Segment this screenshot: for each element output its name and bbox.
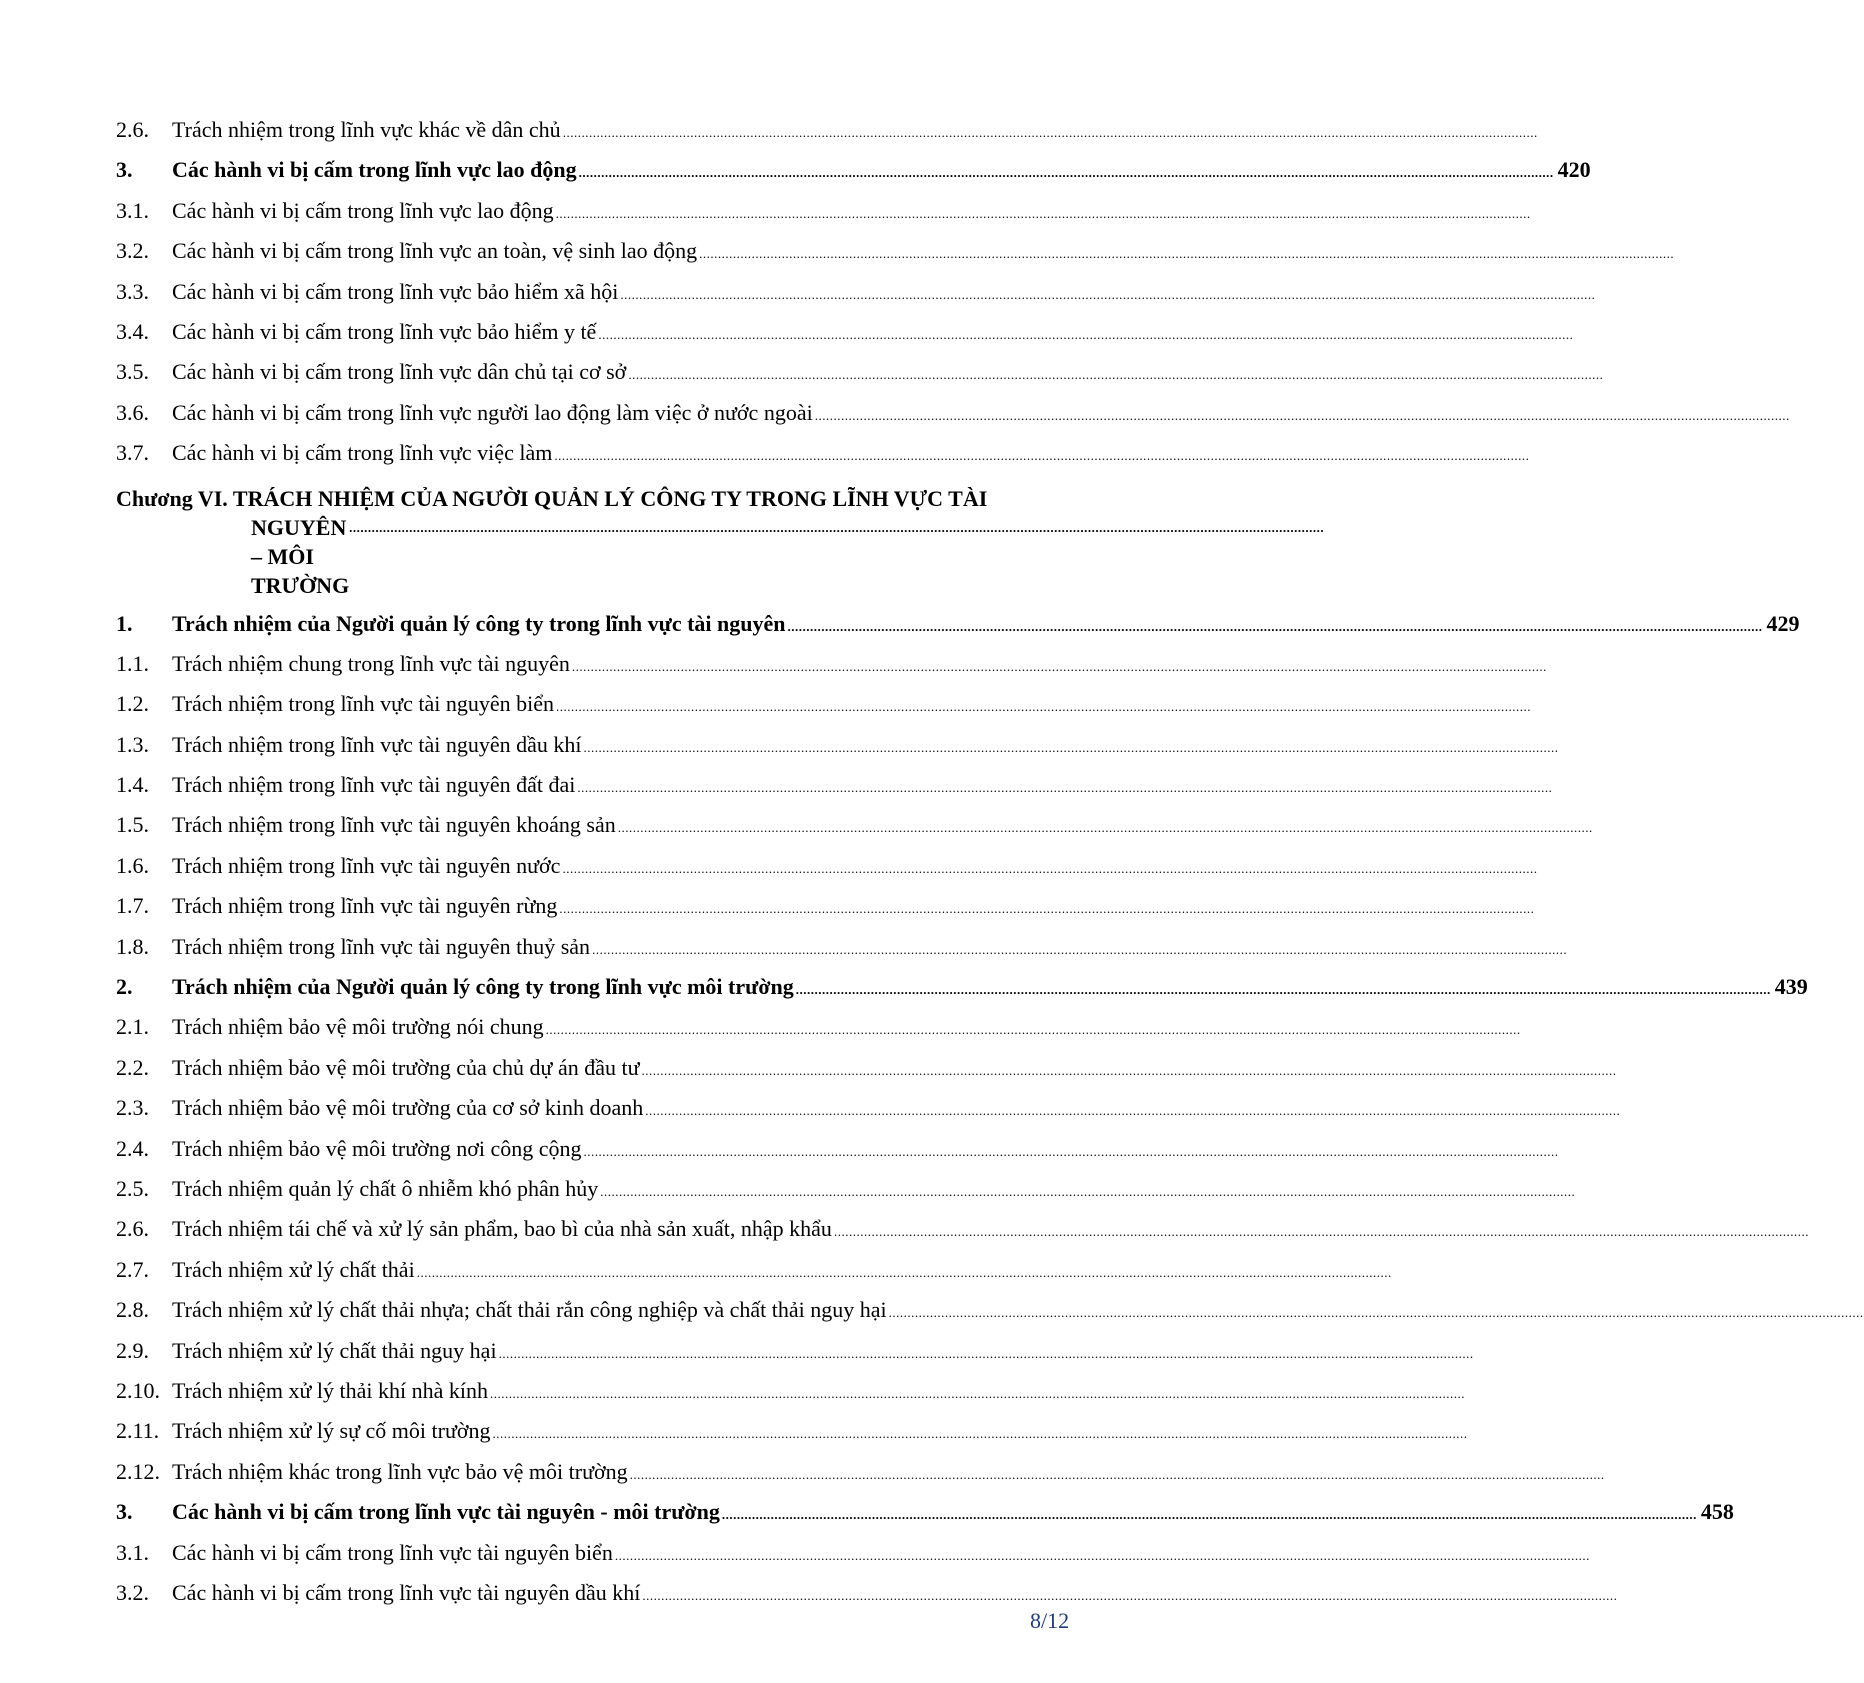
toc-entry[interactable]: [116, 272, 1596, 312]
toc-entry-title: Trách nhiệm trong lĩnh vực tài nguyên rừng: [172, 893, 558, 919]
page-number: 8/12: [1030, 1608, 1070, 1633]
toc-entry-title: Các hành vi bị cấm trong lĩnh vực bảo hiểm xã hội: [172, 278, 619, 304]
dot-leader: ....................................................................................................................................................................................................................................................................: [498, 1345, 1474, 1361]
dot-leader: ....................................................................................................................................................................................................................................................................: [490, 1385, 1466, 1401]
chapter-heading[interactable]: [116, 484, 1325, 600]
dot-leader: ....................................................................................................................................................................................................................................................................: [492, 1426, 1468, 1442]
toc-entry-number: 2.3.: [116, 1095, 149, 1121]
toc-section-entry[interactable]: [116, 604, 1800, 644]
dot-leader: ....................................................................................................................................................................................................................................................................: [571, 658, 1547, 674]
toc-entry-number: 3.: [116, 157, 133, 183]
toc-entry-number: 3.6.: [116, 399, 149, 425]
toc-entry-number: 3.2.: [116, 238, 149, 264]
toc-section-labor: [116, 110, 1790, 474]
toc-entry[interactable]: [116, 191, 1531, 231]
toc-entry-title: Trách nhiệm trong lĩnh vực tài nguyên thuỷ sản: [172, 933, 591, 959]
toc-entry-title: Các hành vi bị cấm trong lĩnh vực việc làm: [172, 440, 553, 466]
toc-entry[interactable]: [116, 1048, 1617, 1088]
toc-entry-number: 3.7.: [116, 440, 149, 466]
dot-leader: ....................................................................................................................................................................................................................................................................: [787, 618, 1763, 634]
toc-entry-title: Các hành vi bị cấm trong lĩnh vực an toàn, vệ sinh lao động: [172, 238, 698, 264]
toc-entry-title: Trách nhiệm xử lý sự cố môi trường: [172, 1418, 491, 1444]
toc-entry-title: Các hành vi bị cấm trong lĩnh vực dân chủ tại cơ sở: [172, 359, 627, 385]
toc-entry-title: Trách nhiệm xử lý chất thải nguy hại: [172, 1337, 497, 1363]
toc-entry[interactable]: [116, 1290, 1864, 1330]
table-of-contents: [116, 110, 1864, 1613]
dot-leader: ....................................................................................................................................................................................................................................................................: [583, 739, 1559, 755]
toc-entry-number: 2.: [116, 974, 133, 1000]
dot-leader: ....................................................................................................................................................................................................................................................................: [721, 1507, 1697, 1523]
toc-entry[interactable]: [116, 1007, 1521, 1047]
toc-entry-number: 2.6.: [116, 1216, 149, 1242]
toc-entry-title: Trách nhiệm tái chế và xử lý sản phẩm, bao bì của nhà sản xuất, nhập khẩu: [172, 1216, 832, 1242]
toc-section-entry[interactable]: [116, 1492, 1734, 1532]
toc-entry-title: Các hành vi bị cấm trong lĩnh vực lao động: [172, 197, 554, 223]
toc-entry[interactable]: [116, 433, 1530, 473]
dot-leader: ....................................................................................................................................................................................................................................................................: [559, 901, 1535, 917]
toc-entry-page: 429: [1766, 610, 1800, 636]
toc-entry-page: 439: [1774, 974, 1808, 1000]
toc-section-entry[interactable]: [116, 967, 1808, 1007]
toc-entry-number: 2.1.: [116, 1014, 149, 1040]
toc-entry-title: Trách nhiệm trong lĩnh vực tài nguyên nước: [172, 852, 561, 878]
toc-entry[interactable]: [116, 644, 1547, 684]
toc-entry[interactable]: [116, 1411, 1468, 1451]
dot-leader: ....................................................................................................................................................................................................................................................................: [349, 519, 1325, 535]
toc-entry[interactable]: [116, 725, 1559, 765]
toc-entry-number: 1.3.: [116, 731, 149, 757]
toc-entry-number: 1.5.: [116, 812, 149, 838]
toc-entry[interactable]: [116, 1452, 1605, 1492]
toc-entry[interactable]: [116, 1533, 1590, 1573]
toc-entry-number: 2.2.: [116, 1054, 149, 1080]
toc-entry-number: 2.11.: [116, 1418, 160, 1444]
toc-entry-title: Trách nhiệm xử lý chất thải: [172, 1256, 415, 1282]
toc-entry-title: Các hành vi bị cấm trong lĩnh vực người lao động làm việc ở nước ngoài: [172, 399, 813, 425]
toc-entry[interactable]: [116, 1250, 1392, 1290]
dot-leader: ....................................................................................................................................................................................................................................................................: [629, 1466, 1605, 1482]
toc-entry[interactable]: [116, 1209, 1809, 1249]
toc-entry[interactable]: [116, 1088, 1621, 1128]
toc-entry-number: 1.7.: [116, 893, 149, 919]
toc-entry-number: 3.3.: [116, 278, 149, 304]
toc-entry[interactable]: [116, 393, 1790, 433]
toc-entry-number: 2.6.: [116, 117, 149, 142]
toc-entry-title: Các hành vi bị cấm trong lĩnh vực bảo hiểm y tế: [172, 318, 597, 344]
toc-entry-title: Trách nhiệm chung trong lĩnh vực tài nguyên: [172, 650, 570, 676]
dot-leader: ....................................................................................................................................................................................................................................................................: [641, 1062, 1617, 1078]
chapter-title-line1: Chương VI. TRÁCH NHIỆM CỦA NGƯỜI QUẢN LÝ CÔNG TY TRONG LĨNH VỰC TÀI: [116, 485, 988, 511]
toc-entry-title: Trách nhiệm bảo vệ môi trường nói chung: [172, 1014, 544, 1040]
toc-entry-title: Trách nhiệm bảo vệ môi trường nơi công cộng: [172, 1135, 582, 1161]
dot-leader: ....................................................................................................................................................................................................................................................................: [614, 1547, 1590, 1563]
toc-entry-title: Các hành vi bị cấm trong lĩnh vực tài nguyên - môi trường: [172, 1499, 720, 1525]
toc-entry-title: Trách nhiệm trong lĩnh vực tài nguyên biển: [172, 691, 554, 717]
toc-entry-title: Trách nhiệm của Người quản lý công ty trong lĩnh vực môi trường: [172, 974, 794, 1000]
dot-leader: ....................................................................................................................................................................................................................................................................: [642, 1587, 1618, 1603]
toc-entry-title: Các hành vi bị cấm trong lĩnh vực lao động: [172, 157, 577, 183]
toc-entry[interactable]: [116, 1331, 1474, 1371]
toc-section-environment: [116, 604, 1864, 1614]
dot-leader: ....................................................................................................................................................................................................................................................................: [628, 367, 1604, 383]
dot-leader: ....................................................................................................................................................................................................................................................................: [620, 286, 1596, 302]
dot-leader: ....................................................................................................................................................................................................................................................................: [555, 205, 1531, 221]
toc-entry-title: Trách nhiệm xử lý chất thải nhựa; chất thải rắn công nghiệp và chất thải nguy hại: [172, 1297, 887, 1323]
dot-leader: ....................................................................................................................................................................................................................................................................: [556, 699, 1531, 715]
dot-leader: ....................................................................................................................................................................................................................................................................: [645, 1103, 1621, 1119]
toc-entry-number: 3.5.: [116, 359, 149, 385]
dot-leader: ....................................................................................................................................................................................................................................................................: [578, 165, 1554, 181]
toc-entry-number: 1.4.: [116, 772, 149, 798]
toc-entry[interactable]: [116, 1371, 1466, 1411]
toc-entry[interactable]: [116, 805, 1593, 845]
dot-leader: ....................................................................................................................................................................................................................................................................: [545, 1022, 1521, 1038]
toc-entry-title: Trách nhiệm bảo vệ môi trường của cơ sở kinh doanh: [172, 1095, 644, 1121]
toc-entry-number: 1.1.: [116, 650, 149, 676]
toc-entry-page: 458: [1700, 1499, 1734, 1525]
toc-entry-number: 2.9.: [116, 1337, 149, 1363]
toc-entry-number: 1.2.: [116, 691, 149, 717]
toc-entry-title: Trách nhiệm quản lý chất ô nhiễm khó phân hủy: [172, 1175, 599, 1201]
toc-entry-title: Các hành vi bị cấm trong lĩnh vực tài nguyên dầu khí: [172, 1579, 641, 1605]
dot-leader: ....................................................................................................................................................................................................................................................................: [795, 982, 1771, 998]
dot-leader: ....................................................................................................................................................................................................................................................................: [814, 407, 1790, 423]
toc-entry[interactable]: [116, 110, 1538, 150]
chapter-title-line2: NGUYÊN – MÔI TRƯỜNG: [251, 514, 350, 598]
dot-leader: ....................................................................................................................................................................................................................................................................: [833, 1224, 1809, 1240]
dot-leader: ....................................................................................................................................................................................................................................................................: [562, 125, 1538, 140]
toc-entry[interactable]: [116, 846, 1538, 886]
toc-entry-number: 2.5.: [116, 1175, 149, 1201]
toc-entry[interactable]: [116, 231, 1675, 271]
dot-leader: ....................................................................................................................................................................................................................................................................: [554, 448, 1530, 464]
toc-entry-title: Trách nhiệm khác trong lĩnh vực bảo vệ môi trường: [172, 1458, 628, 1484]
toc-entry-title: Trách nhiệm trong lĩnh vực khác về dân chủ: [172, 117, 561, 142]
toc-entry[interactable]: [116, 684, 1531, 724]
toc-entry-title: Các hành vi bị cấm trong lĩnh vực tài nguyên biển: [172, 1539, 613, 1565]
dot-leader: ....................................................................................................................................................................................................................................................................: [617, 820, 1593, 836]
toc-entry[interactable]: [116, 1573, 1618, 1613]
toc-entry-number: 3.1.: [116, 197, 149, 223]
toc-entry-number: 2.7.: [116, 1256, 149, 1282]
toc-entry-number: 3.4.: [116, 318, 149, 344]
toc-entry-number: 2.12.: [116, 1458, 160, 1484]
dot-leader: ....................................................................................................................................................................................................................................................................: [598, 326, 1574, 342]
toc-entry[interactable]: [116, 1129, 1559, 1169]
dot-leader: ....................................................................................................................................................................................................................................................................: [583, 1143, 1559, 1159]
toc-entry-title: Trách nhiệm trong lĩnh vực tài nguyên khoáng sản: [172, 812, 616, 838]
toc-entry[interactable]: [116, 1169, 1576, 1209]
toc-entry-number: 1.8.: [116, 933, 149, 959]
toc-section-entry[interactable]: [116, 150, 1591, 190]
toc-entry-number: 2.8.: [116, 1297, 149, 1323]
toc-entry-number: 3.1.: [116, 1539, 149, 1565]
dot-leader: ....................................................................................................................................................................................................................................................................: [699, 246, 1675, 262]
dot-leader: ....................................................................................................................................................................................................................................................................: [562, 860, 1538, 876]
dot-leader: ....................................................................................................................................................................................................................................................................: [577, 780, 1553, 796]
toc-entry-number: 1.6.: [116, 852, 149, 878]
dot-leader: ....................................................................................................................................................................................................................................................................: [592, 941, 1568, 957]
dot-leader: ....................................................................................................................................................................................................................................................................: [416, 1264, 1392, 1280]
toc-entry-number: 3.: [116, 1499, 133, 1525]
toc-entry-page: 420: [1557, 157, 1591, 183]
toc-entry-title: Trách nhiệm của Người quản lý công ty trong lĩnh vực tài nguyên: [172, 610, 786, 636]
toc-entry[interactable]: [116, 927, 1568, 967]
toc-entry[interactable]: [116, 312, 1574, 352]
toc-entry[interactable]: [116, 886, 1535, 926]
toc-entry-title: Trách nhiệm bảo vệ môi trường của chủ dự án đầu tư: [172, 1054, 640, 1080]
chapter-title-line2-row: [116, 513, 1325, 600]
toc-entry-number: 3.2.: [116, 1579, 149, 1605]
toc-entry[interactable]: [116, 765, 1553, 805]
dot-leader: ....................................................................................................................................................................................................................................................................: [888, 1305, 1864, 1321]
toc-entry-title: Trách nhiệm trong lĩnh vực tài nguyên dầu khí: [172, 731, 582, 757]
toc-entry-number: 1.: [116, 610, 133, 636]
toc-entry-title: Trách nhiệm xử lý thải khí nhà kính: [172, 1377, 489, 1403]
toc-entry[interactable]: [116, 352, 1604, 392]
toc-entry-number: 2.4.: [116, 1135, 149, 1161]
dot-leader: ....................................................................................................................................................................................................................................................................: [600, 1183, 1576, 1199]
toc-entry-number: 2.10.: [116, 1377, 160, 1403]
toc-entry-title: Trách nhiệm trong lĩnh vực tài nguyên đất đai: [172, 772, 576, 798]
